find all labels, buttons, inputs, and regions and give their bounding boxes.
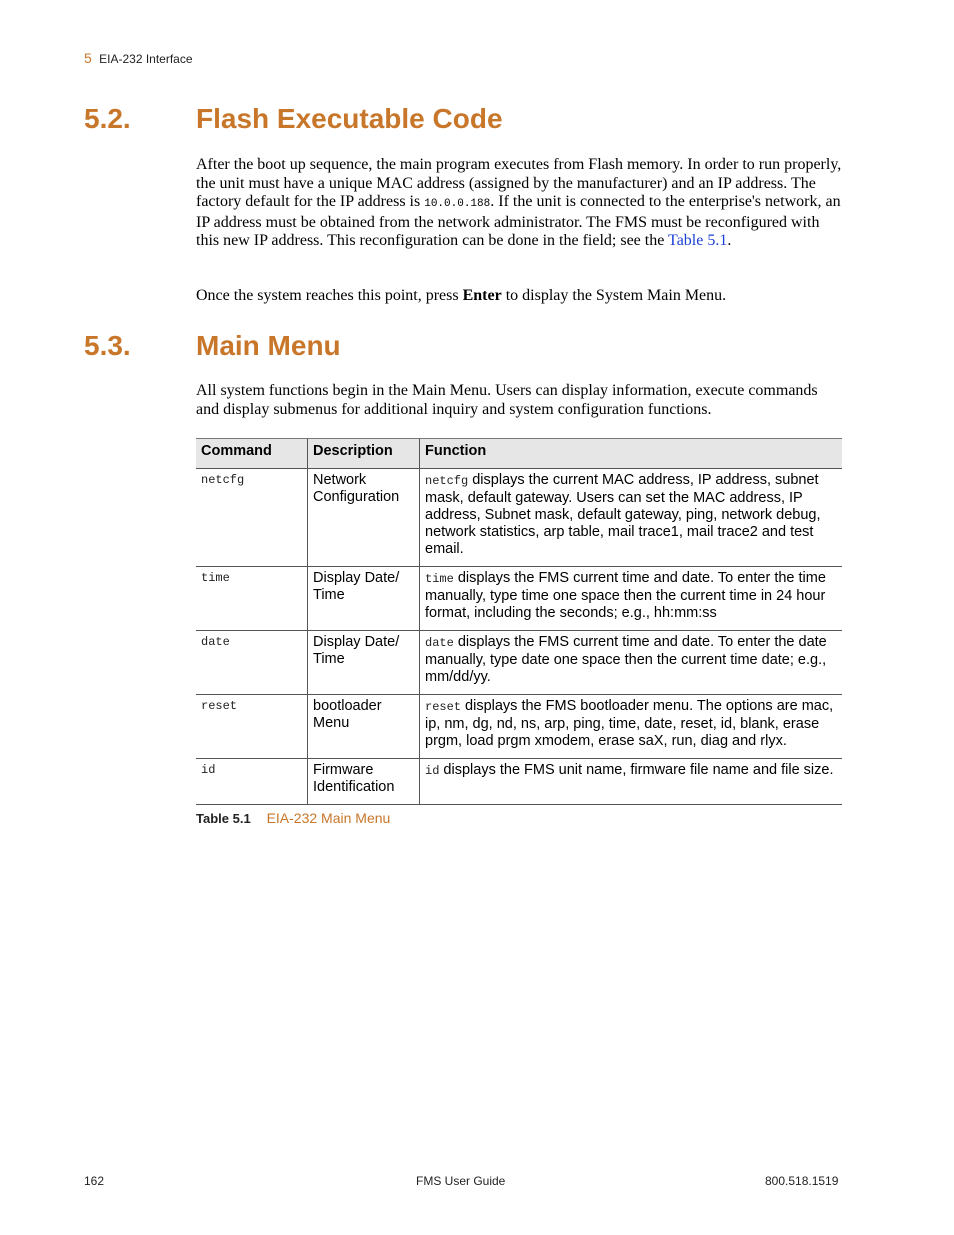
command-ref: reset [425,700,462,714]
section-title: Flash Executable Code [196,103,503,134]
function-cell [420,695,843,759]
function-text: displays the FMS current time and date. To enter the date manually, type date one space then the current time date; e.g., mm/dd/yy. [425,634,827,685]
description-cell: bootloader Menu [308,695,420,759]
column-header: Function [420,439,843,469]
function-text: displays the FMS unit name, firmware file name and file size. [439,762,834,778]
command-cell: id [196,759,308,805]
text-run: . [727,232,732,249]
intro-paragraph [196,156,844,251]
footer-doc-title: FMS User Guide [416,1174,506,1188]
text-run: . If the unit is connected to the enterprise's network, an IP address must be obtained from the network administrator. The FMS must be reconfigured with this new IP address. This reconfiguration can be done in the field; see the [196,193,841,249]
command-cell: date [196,631,308,695]
section-number: 5.3. [84,330,131,361]
description-cell: Display Date/ Time [308,567,420,631]
command-cell: netcfg [196,469,308,567]
default-ip: 10.0.0.188 [424,198,491,210]
chapter-title: EIA-232 Interface [99,52,193,66]
function-text: displays the current MAC address, IP address, subnet mask, default gateway. Users can set the MAC address, IP address, Subnet mask, default gateway, ping, network debug, network statistics, arp table, mail trace1, mail trace2 and test email. [425,472,821,557]
description-cell: Network Configuration [308,469,420,567]
running-head [84,50,193,66]
table-row [196,469,842,567]
caption-text: EIA-232 Main Menu [266,810,391,826]
function-cell [420,759,843,805]
table-link[interactable]: Table 5.1 [668,232,728,249]
page-number: 162 [84,1174,105,1188]
table-row [196,759,842,805]
section-number: 5.2. [84,103,131,134]
enter-key: Enter [462,287,502,304]
chapter-number: 5 [84,50,92,66]
command-ref: time [425,572,454,586]
main-menu-table [196,438,842,805]
text-run: to display the System Main Menu. [501,287,727,304]
function-cell [420,631,843,695]
description-cell: Display Date/ Time [308,631,420,695]
table-row [196,631,842,695]
command-cell: time [196,567,308,631]
table-row [196,567,842,631]
command-ref: date [425,636,454,650]
function-text: displays the FMS bootloader menu. The options are mac, ip, nm, dg, nd, ns, arp, ping, time, date, reset, id, blank, erase prgm, load prgm xmodem, erase saX, run, diag and rlyx. [425,698,834,749]
caption-label: Table 5.1 [196,811,251,826]
function-cell [420,469,843,567]
function-cell [420,567,843,631]
description-cell: Firmware Identification [308,759,420,805]
footer-phone: 800.518.1519 [765,1174,839,1188]
text-run: Once the system reaches this point, press [196,287,463,304]
command-ref: netcfg [425,474,469,488]
table-caption [196,810,390,826]
table-row [196,695,842,759]
command-ref: id [425,764,440,778]
main-menu-paragraph: All system functions begin in the Main Menu. Users can display information, execute commands and display submenus for additional inquiry and system configuration functions. [196,382,818,418]
enter-paragraph [196,287,844,306]
function-text: displays the FMS current time and date. To enter the time manually, type time one space then the current time in 24 hour format, including the seconds; e.g., hh:mm:ss [425,570,826,621]
command-cell: reset [196,695,308,759]
section-title: Main Menu [196,330,341,361]
table-header-row [196,439,842,469]
column-header: Command [196,439,308,469]
text-run: After the boot up sequence, the main program executes from Flash memory. In order to run properly, the unit must have a unique MAC address (assigned by the manufacturer) and an IP address. The factory default for the IP address is [196,156,842,210]
column-header: Description [308,439,420,469]
